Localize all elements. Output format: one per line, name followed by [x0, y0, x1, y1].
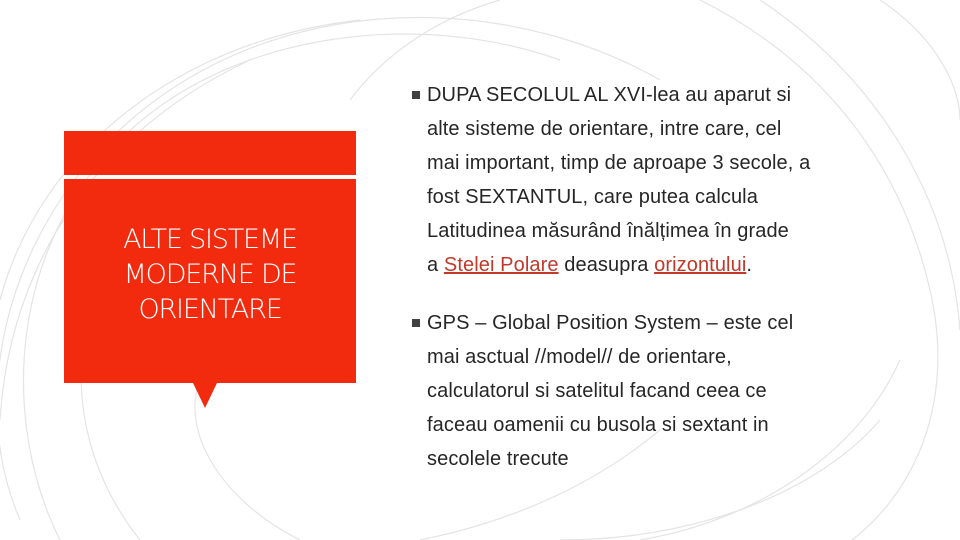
text-suffix: . — [746, 254, 753, 276]
bullet-text-line: faceau oamenii cu busola si sextant in — [427, 414, 769, 436]
text-middle: deasupra — [558, 254, 655, 276]
text-prefix: a — [427, 254, 444, 276]
bullet-list — [409, 78, 909, 500]
square-bullet-icon — [412, 91, 420, 99]
bullet-text-line: mai asctual //model// de orientare, — [427, 346, 732, 368]
bullet-text-line: fost SEXTANTUL, care putea calcula — [427, 186, 758, 208]
link-orizontului[interactable]: orizontului — [654, 254, 747, 276]
bullet-text-line-with-links — [427, 248, 909, 282]
accent-bar — [64, 131, 356, 175]
title-box-pointer — [193, 383, 217, 408]
bullet-item-sextant — [409, 78, 909, 282]
slide-title — [64, 222, 356, 327]
bullet-text-line: DUPA SECOLUL AL XVI-lea au aparut si — [427, 84, 792, 106]
bullet-item-gps — [409, 306, 909, 476]
bullet-text-line: alte sisteme de orientare, intre care, cel — [427, 118, 782, 140]
link-stelei-polare[interactable]: Stelei Polare — [443, 254, 559, 276]
square-bullet-icon — [412, 319, 420, 327]
bullet-text-line: secolele trecute — [427, 448, 569, 470]
bullet-text-line: GPS – Global Position System – este cel — [427, 312, 794, 334]
bullet-text-line: mai important, timp de aproape 3 secole, a — [427, 152, 811, 174]
title-line-1: ALTE SISTEME — [123, 224, 297, 255]
title-line-3: ORIENTARE — [138, 294, 282, 325]
bullet-text-line: calculatorul si satelitul facand ceea ce — [427, 380, 767, 402]
title-line-2: MODERNE DE — [123, 259, 297, 290]
bullet-text-line: Latitudinea măsurând înălțimea în grade — [427, 220, 789, 242]
